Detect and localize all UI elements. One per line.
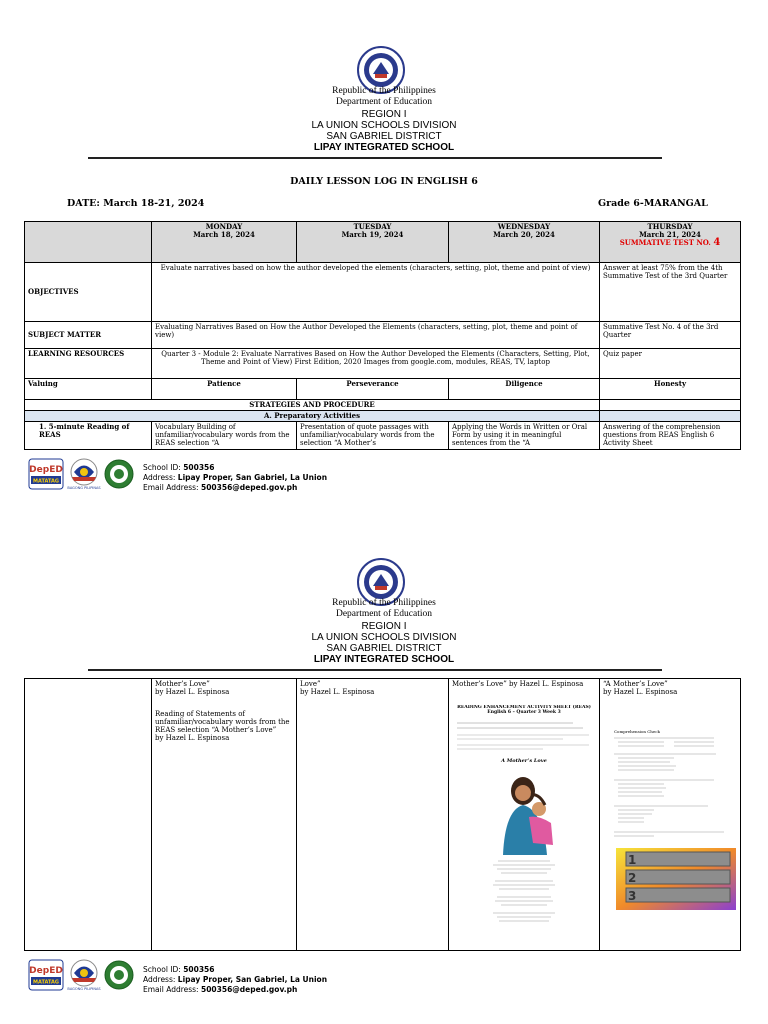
header-republic: Republic of the Philippines [332,598,436,608]
header-school: LIPAY INTEGRATED SCHOOL [313,654,455,665]
lesson-log-table-continued [24,678,741,951]
objectives-label: OBJECTIVES [25,263,152,322]
footer-email: Email Address: 500356@deped.gov.ph [143,985,298,994]
header-district: SAN GABRIEL DISTRICT [326,643,442,654]
footer-school-id: School ID: 500356 [143,965,215,974]
matatag-logo-icon: MATATAG [33,478,59,485]
header-division: LA UNION SCHOOLS DIVISION [311,632,457,643]
footer-logos [28,457,138,491]
reading-row-continued [25,679,741,951]
valuing-tuesday: Perseverance [297,379,449,400]
header-department: Department of Education [335,609,433,619]
strategies-heading: STRATEGIES AND PROCEDURE [25,400,600,411]
header-republic: Republic of the Philippines [332,86,436,96]
reading-monday-cont: Mother’s Love” by Hazel L. Espinosa Reading of Statements of unfamiliar/vocabulary words from the REAS selection “A Mother’s Love” by Hazel L. Espinosa [152,679,297,951]
learning-resources-label: LEARNING RESOURCES [25,349,152,379]
header-division: LA UNION SCHOOLS DIVISION [311,120,457,131]
reading-tuesday: Presentation of quote passages with unfamiliar/vocabulary words from the selection “A Mother’s [297,422,449,450]
header-department: Department of Education [335,97,433,107]
day-header-thursday: THURSDAY March 21, 2024 SUMMATIVE TEST NO. 4 [600,222,741,263]
preparatory-heading: A. Preparatory Activities [25,411,600,422]
strategies-blank [600,400,741,411]
reas-form-lines-icon [453,715,595,755]
reas-sheet-image: READING ENHANCEMENT ACTIVITY SHEET (REAS) English 6 – Quarter 3 Week 3 A Mother’s Love [453,705,595,945]
doc-title: DAILY LESSON LOG IN ENGLISH 6 [290,176,478,187]
reading-thursday: Answering of the comprehension questions from REAS English 6 Activity Sheet [600,422,741,450]
doc-grade: Grade 6-MARANGAL [598,198,708,209]
footer-address: Address: Lipay Proper, San Gabriel, La Union [143,975,328,984]
deped-logo-icon: DepED [29,465,63,475]
day-header-wednesday: WEDNESDAY March 20, 2024 [449,222,600,263]
reading-tuesday-cont: Love” by Hazel L. Espinosa [297,679,449,951]
reading-label: 1. 5-minute Reading of REAS [25,422,152,450]
svg-text:1: 1 [628,853,637,867]
header-divider [88,157,662,159]
header-blank-cell [25,222,152,263]
comprehension-sheet-image: Comprehension Check 1 2 3 [604,709,738,945]
reading-row [25,422,741,450]
bagong-pilipinas-logo-icon: BAGONG PILIPINAS [67,987,101,991]
header-divider [88,669,662,671]
reading-wednesday-cont: Mother’s Love” by Hazel L. Espinosa READING ENHANCEMENT ACTIVITY SHEET (REAS) English 6 – Quarter 3 Week 3 A Mother’s Love [449,679,600,951]
footer-logos [28,958,138,992]
label-blank-cell [25,679,152,951]
subject-matter-thu: Summative Test No. 4 of the 3rd Quarter [600,322,741,349]
svg-text:2: 2 [628,871,637,885]
mother-child-illustration-icon [453,765,595,855]
valuing-thursday: Honesty [600,379,741,400]
reading-monday: Vocabulary Building of unfamiliar/vocabulary words from the REAS selection “A [152,422,297,450]
strategies-row [25,400,741,411]
day-header-tuesday: TUESDAY March 19, 2024 [297,222,449,263]
table-header-row [25,222,741,263]
reading-wednesday: Applying the Words in Written or Oral Form by using it in meaningful sentences from the “A [449,422,600,450]
doc-date: DATE: March 18-21, 2024 [67,198,205,209]
subject-matter-mtw: Evaluating Narratives Based on How the Author Developed the Elements (characters, setting, plot, theme and point of view) [152,322,600,349]
header-school: LIPAY INTEGRATED SCHOOL [313,142,455,153]
header-region: REGION I [361,109,407,120]
valuing-label: Valuing [25,379,152,400]
learning-resources-mtw: Quarter 3 - Module 2: Evaluate Narratives Based on How the Author Developed the Elements (Characters, Setting, Plot, Theme and Point of View) First Edition, 2020 Images from google.com, modules, REAS, TV, laptop [152,349,600,379]
bagong-pilipinas-logo-icon: BAGONG PILIPINAS [67,486,101,490]
valuing-monday: Patience [152,379,297,400]
valuing-row [25,379,741,400]
objectives-row [25,263,741,322]
graphic-organizer-icon [604,846,738,912]
footer-email: Email Address: 500356@deped.gov.ph [143,483,298,492]
day-header-monday: MONDAY March 18, 2024 [152,222,297,263]
poem-text-lines-icon [453,857,595,927]
learning-resources-row [25,349,741,379]
lesson-log-table [24,221,741,450]
objectives-thu: Answer at least 75% from the 4th Summative Test of the 3rd Quarter [600,263,741,322]
svg-text:3: 3 [628,889,637,903]
preparatory-blank [600,411,741,422]
footer-school-id: School ID: 500356 [143,463,215,472]
subject-matter-label: SUBJECT MATTER [25,322,152,349]
preparatory-row [25,411,741,422]
objectives-mtw: Evaluate narratives based on how the author developed the elements (characters, setting, plot, theme and point of view) [152,263,600,322]
matatag-logo-icon: MATATAG [33,979,59,986]
header-district: SAN GABRIEL DISTRICT [326,131,442,142]
footer-address: Address: Lipay Proper, San Gabriel, La Union [143,473,328,482]
header-region: REGION I [361,621,407,632]
questions-lines-icon [604,734,738,844]
valuing-wednesday: Diligence [449,379,600,400]
summative-test-label: SUMMATIVE TEST NO. 4 [619,237,721,248]
learning-resources-thu: Quiz paper [600,349,741,379]
deped-logo-icon: DepED [29,966,63,976]
subject-matter-row [25,322,741,349]
reading-thursday-cont: “A Mother’s Love” by Hazel L. Espinosa Comprehension Check 1 2 3 [600,679,741,951]
page-2 [0,512,768,1024]
